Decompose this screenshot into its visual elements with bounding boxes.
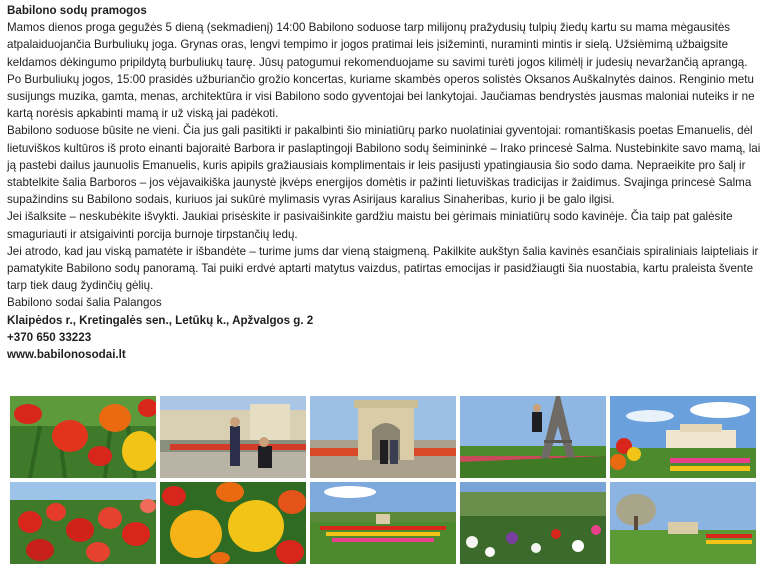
eiffel-miniature-image [460,396,606,478]
gallery-photo-eiffel-miniature[interactable] [460,396,606,478]
gallery-photo-white-flowers[interactable] [460,482,606,564]
tulip-closeup-image [10,396,156,478]
gallery-photo-tulip-closeup[interactable] [10,396,156,478]
gallery-photo-garden-field[interactable] [310,482,456,564]
address: Klaipėdos r., Kretingalės sen., Letūkų k., Apžvalgos g. 2 [7,313,314,327]
arch-miniature-image [310,396,456,478]
paragraph-cafe: Jei išalksite – neskubėkite išvykti. Jaukiai prisėskite ir pasivaišinkite gardžiu maistu bei gėrimais miniatiūrų sodo kavinėje. Čia taip pat galėsite smaguriauti ir atsigaivinti porcija burnoje tirpstančių ledų. [7,210,733,241]
couple-proposal-image [160,396,306,478]
website-link[interactable]: www.babilonosodai.lt [7,348,126,362]
gallery-photo-palace-tulips[interactable] [610,396,756,478]
article [7,2,763,363]
paragraph-concert: Po Burbuliukų jogos, 15:00 prasidės užburiančio grožio koncertas, kuriame skambės operos solistės Oksanos Auškalnytės dainos. Renginio metu susijungs muzika, gamta, menas, architektūra ir visi Babilono sodo gyventojai bei lankytojai. Jaučiamas bendrystės jausmas maloniai nuteiks ir ne kartą norėsis apkabinti mamą ir už viską jai padėkoti. [7,72,755,121]
paragraph-residents: Babilono soduose būsite ne vieni. Čia jus gali pasitikti ir pakalbinti šio miniatiūrų parko nuolatiniai gyventojai: romantiškasis poetas Emanuelis, dėl lietuviškos kultūros iš proto einanti bajoraitė Barbora ir paslaptingoji Babilono sodų šeimininkė – Irako princesė Salma. Nustebinkite savo mamą, lai ją pastebi dailus jaunuolis Emanuelis, kuris apipils gražiausiais komplimentais ir leis pasijusti ypatingiausia šio sodo dama. Nepraeikite pro šalį ir stabtelkite šalia Barboros – jos vėjavaikiška jaunystė įkvėps energijos domėtis ir pažinti lietuviškas tradicijas ir žaidimus. Svajinga princesė Salma supažindins su Babilono sodais, kuriuos jai sukūrė mylimasis vyras Asirijaus karalius Sinaheribas, kurio ji be galo ilgisi. [7,124,761,207]
white-flowers-image [460,482,606,564]
gallery-row-1 [10,396,760,478]
gallery-row-2 [10,482,760,564]
location-label: Babilono sodai šalia Palangos [7,296,162,310]
photo-gallery [10,396,760,568]
gallery-photo-couple-proposal[interactable] [160,396,306,478]
red-tulips-image [10,482,156,564]
garden-trees-image [610,482,756,564]
article-title: Babilono sodų pramogos [7,4,147,17]
palace-tulips-image [610,396,756,478]
orange-tulips-image [160,482,306,564]
paragraph-panorama: Jei atrodo, kad jau viską pamatėte ir išbandėte – turime jums dar vieną staigmeną. Pakilkite aukštyn šalia kavinės esančiais spiraliniais laipteliais ir pamatykite Babilono sodų panoramą. Tai puiki erdvė aptarti matytus vaizdus, patirtas emocijas ir pasidžiaugti šia nuostabia, kartu praleista švente tarp tiek daug žydinčių gėlių. [7,244,759,293]
gallery-photo-garden-trees[interactable] [610,482,756,564]
gallery-photo-orange-tulips[interactable] [160,482,306,564]
phone-number[interactable]: +370 650 33223 [7,330,92,344]
garden-field-image [310,482,456,564]
gallery-photo-arch-miniature[interactable] [310,396,456,478]
gallery-photo-red-tulips[interactable] [10,482,156,564]
paragraph-mothers-day: Mamos dienos proga gegužės 5 dieną (sekmadienį) 14:00 Babilono soduose tarp milijonų pražydusių tulpių žiedų kartu su mama mėgausitės atpalaiduojančia Burbuliukų joga. Grynas oras, lengvi tempimo ir jogos pratimai leis įsižeminti, nuraminti mintis ir sielą. Užsiėmimą užbaigsite keldamos dėkingumo pripildytą burbuliukų taurę. Jūsų patogumui rekomenduojame su savimi turėti jogos kilimėlį ir judesių nevaržančią aprangą. [7,21,748,69]
